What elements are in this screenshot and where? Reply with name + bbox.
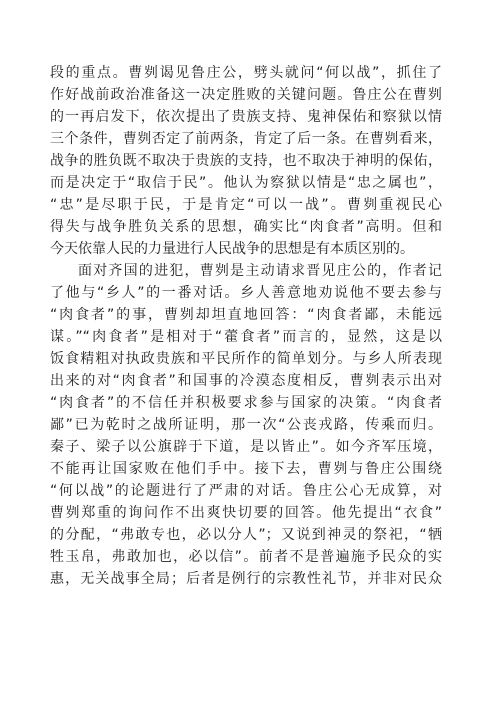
text-line: 曹刿郑重的询问作不出爽快切要的回答。他先提出“衣食” <box>50 505 442 521</box>
text-line: 今天依靠人民的力量进行人民战争的思想是有本质区别的。 <box>50 241 414 257</box>
text-line: “肉食者”的事，曹刿却坦直地回答：“肉食者鄙，未能远 <box>50 307 442 323</box>
text-line: 的一再启发下，依次提出了贵族支持、鬼神保佑和察狱以情 <box>50 109 442 125</box>
text-line: 出来的对“肉食者”和国事的冷漠态度相反，曹刿表示出对 <box>50 373 442 389</box>
text-line: 战争的胜负既不取决于贵族的支持，也不取决于神明的保佑， <box>50 153 442 169</box>
text-line: 不能再让国家败在他们手中。接下去，曹刿与鲁庄公围绕 <box>50 461 442 477</box>
text-line: 的分配，“弗敢专也，必以分人”；又说到神灵的祭祀，“牺 <box>50 527 442 543</box>
text-line: 饭食精粗对执政贵族和平民所作的简单划分。与乡人所表现 <box>50 351 442 367</box>
text-line: 谋。”“肉食者”是相对于“藿食者”而言的，显然，这是以 <box>50 329 442 345</box>
paragraph-start-line: 面对齐国的进犯，曹刿是主动请求晋见庄公的，作者记 <box>78 263 442 279</box>
text-line: 段的重点。曹刿谒见鲁庄公，劈头就问“何以战”，抓住了 <box>50 65 442 81</box>
body-text <box>50 62 442 590</box>
text-line: “何以战”的论题进行了严肃的对话。鲁庄公心无成算，对 <box>50 483 442 499</box>
text-line: “肉食者”的不信任并积极要求参与国家的决策。“肉食者 <box>50 395 442 411</box>
text-line: 牲玉帛，弗敢加也，必以信”。前者不是普遍施予民众的实 <box>50 549 442 565</box>
text-line: 秦子、梁子以公旗辟于下道，是以皆止”。如今齐军压境， <box>50 439 442 455</box>
text-line: “忠”是尽职于民，于是肯定“可以一战”。曹刿重视民心 <box>50 197 442 213</box>
text-line: 了他与“乡人”的一番对话。乡人善意地劝说他不要去参与 <box>50 285 442 301</box>
text-line: 作好战前政治准备这一决定胜败的关键问题。鲁庄公在曹刿 <box>50 87 442 103</box>
text-line: 而是决定于“取信于民”。他认为察狱以情是“忠之属也”， <box>50 175 442 191</box>
text-line: 惠，无关战事全局；后者是例行的宗教性礼节，并非对民众 <box>50 571 442 587</box>
text-line: 三个条件，曹刿否定了前两条，肯定了后一条。在曹刿看来， <box>50 131 442 147</box>
text-line: 鄙”已为乾时之战所证明，那一次“公丧戎路，传乘而归。 <box>50 417 442 433</box>
text-line: 得失与战争胜负关系的思想，确实比“肉食者”高明。但和 <box>50 219 442 235</box>
